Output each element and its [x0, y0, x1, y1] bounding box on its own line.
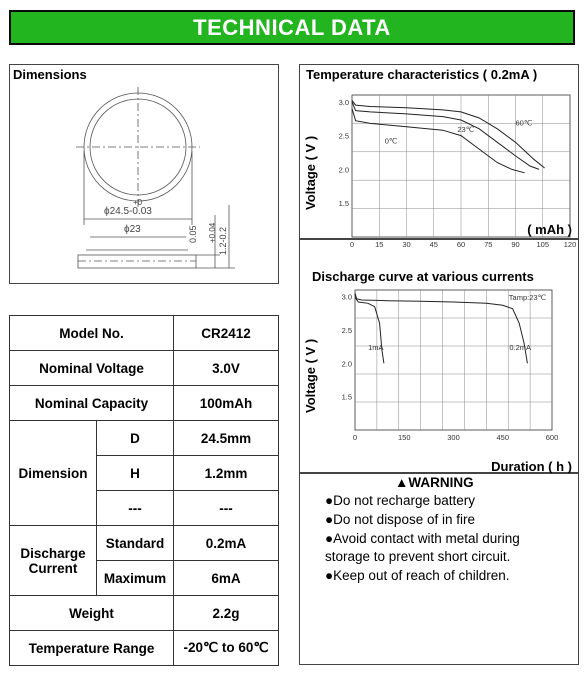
h-label: H [97, 456, 174, 491]
chart2-title: Discharge curve at various currents [312, 269, 534, 284]
discharge-label-line2: Current [28, 560, 78, 576]
dim-height-tol: +0.04 [208, 222, 217, 243]
series-label: 60℃ [515, 118, 533, 128]
temperature-chart-panel [299, 64, 579, 249]
chart1-xlabel: ( mAh ) [527, 222, 572, 237]
table-row [10, 316, 279, 351]
model-label: Model No. [10, 316, 174, 351]
x-tick-label: 450 [496, 433, 510, 442]
x-tick-label: 15 [375, 240, 384, 249]
discharge-label [10, 526, 97, 596]
series-line [352, 102, 539, 170]
spec-table [9, 315, 279, 666]
dim-diameter-tol: +0 [133, 198, 143, 207]
temperature-chart [300, 65, 578, 249]
chart-annotation: Tamp:23℃ [508, 293, 546, 302]
dimensions-panel [9, 64, 279, 284]
dimension-label: Dimension [10, 421, 97, 526]
dim-height: 1.2-0.2 [218, 226, 228, 255]
warning-line: ●Do not dispose of in fire [325, 512, 475, 527]
maximum-value: 6mA [174, 561, 279, 596]
series-label: 0.2mA [509, 343, 532, 352]
x-tick-label: 30 [402, 240, 411, 249]
table-row [10, 386, 279, 421]
y-tick-label: 2.5 [341, 326, 352, 335]
chart2-ylabel: Voltage ( V ) [303, 338, 318, 413]
d-label: D [97, 421, 174, 456]
x-tick-label: 90 [511, 240, 520, 249]
table-row [10, 421, 279, 456]
y-tick-label: 2.5 [338, 131, 349, 141]
weight-label: Weight [10, 596, 174, 631]
series-label: 0℃ [384, 136, 398, 146]
discharge-chart-panel [299, 239, 579, 473]
dim-step: 0.05 [188, 225, 198, 243]
y-tick-label: 3.0 [341, 292, 352, 302]
series-line [352, 109, 525, 173]
x-tick-label: 45 [429, 240, 438, 249]
warning-line: ●Avoid contact with metal during [325, 531, 520, 546]
capacity-value: 100mAh [174, 386, 279, 421]
standard-value: 0.2mA [174, 526, 279, 561]
warning-line: storage to prevent short circuit. [325, 549, 511, 564]
dim-inner: ϕ23 [124, 224, 141, 235]
standard-label: Standard [97, 526, 174, 561]
weight-value: 2.2g [174, 596, 279, 631]
x-tick-label: 120 [563, 240, 577, 249]
temp-label: Temperature Range [10, 631, 174, 666]
temp-value: -20℃ to 60℃ [174, 631, 279, 666]
chart2-xlabel: Duration ( h ) [491, 459, 572, 474]
coin-cell-drawing [10, 65, 278, 283]
series-line [355, 293, 527, 363]
discharge-label-line1: Discharge [20, 545, 86, 561]
table-row [10, 526, 279, 561]
x-tick-label: 75 [484, 240, 493, 249]
dim-diameter: ϕ24.5-0.03 [104, 206, 152, 217]
table-row [10, 351, 279, 386]
model-value: CR2412 [174, 316, 279, 351]
plot-frame [355, 290, 552, 430]
warning-line: ●Do not recharge battery [325, 493, 475, 508]
chart1-ylabel: Voltage ( V ) [303, 135, 318, 210]
h-value: 1.2mm [174, 456, 279, 491]
page-title: TECHNICAL DATA [9, 10, 575, 45]
voltage-label: Nominal Voltage [10, 351, 174, 386]
maximum-label: Maximum [97, 561, 174, 596]
d-value: 24.5mm [174, 421, 279, 456]
series-label: 1mA [368, 343, 384, 352]
discharge-chart [300, 240, 578, 472]
x-tick-label: 600 [545, 433, 559, 442]
x-tick-label: 60 [456, 240, 466, 249]
x-tick-label: 0 [352, 433, 358, 442]
capacity-label: Nominal Capacity [10, 386, 174, 421]
warning-line: ●Keep out of reach of children. [325, 568, 510, 583]
y-tick-label: 1.5 [338, 199, 349, 209]
series-line [355, 293, 384, 363]
extra-label: --- [97, 491, 174, 526]
dimensions-title: Dimensions [13, 67, 87, 82]
x-tick-label: 105 [536, 240, 550, 249]
voltage-value: 3.0V [174, 351, 279, 386]
table-row [10, 596, 279, 631]
table-row [10, 631, 279, 666]
y-tick-label: 2.0 [341, 359, 352, 369]
warning-title: ▲WARNING [395, 475, 474, 490]
y-tick-label: 1.5 [341, 392, 352, 402]
y-tick-label: 2.0 [338, 165, 349, 175]
extra-value: --- [174, 491, 279, 526]
series-label: 23℃ [457, 125, 475, 135]
x-tick-label: 300 [447, 433, 460, 442]
y-tick-label: 3.0 [338, 97, 349, 107]
x-tick-label: 150 [397, 433, 411, 442]
chart1-title: Temperature characteristics ( 0.2mA ) [306, 67, 538, 82]
x-tick-label: 0 [349, 240, 355, 249]
